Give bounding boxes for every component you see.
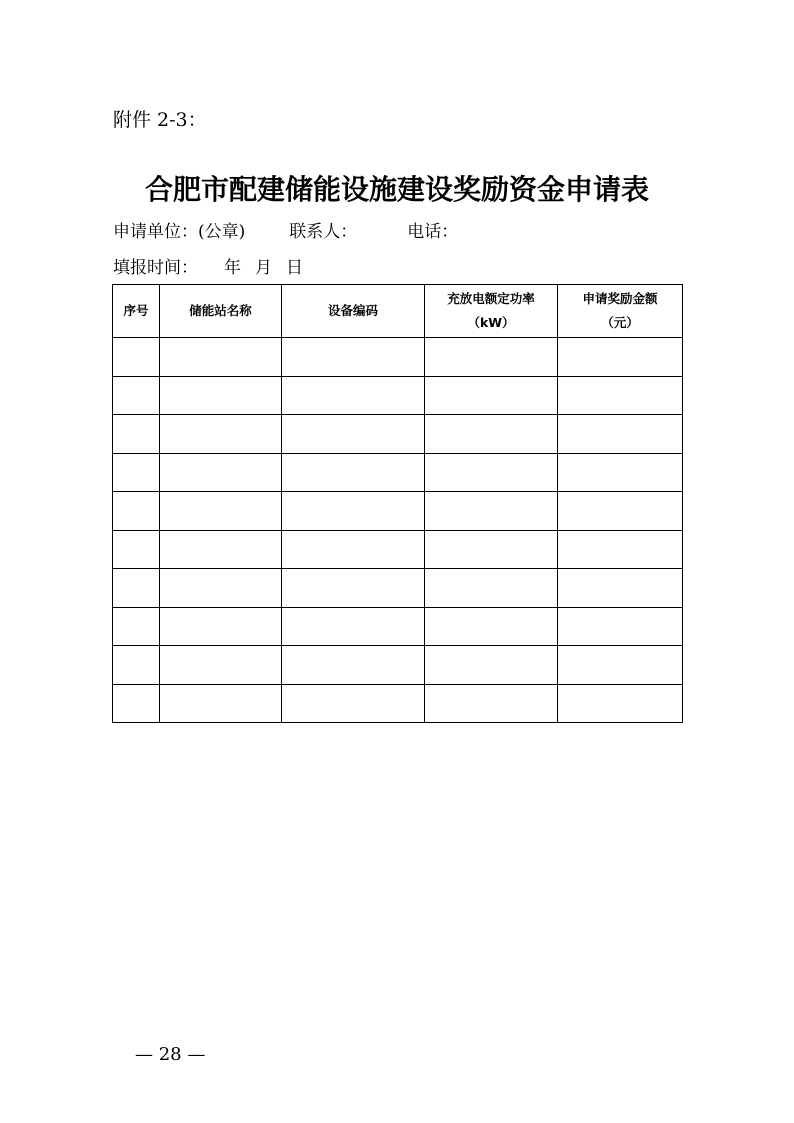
header-serial: 序号	[113, 285, 160, 338]
table-header-row	[113, 285, 683, 338]
header-rated-power-label: 充放电额定功率	[447, 291, 535, 306]
serial-cell	[113, 376, 160, 415]
reward-amount-cell	[558, 684, 683, 723]
reward-amount-cell	[558, 569, 683, 608]
table-row	[113, 492, 683, 531]
rated-power-cell	[425, 530, 558, 569]
reward-amount-cell	[558, 530, 683, 569]
serial-cell	[113, 415, 160, 454]
header-station-name: 储能站名称	[160, 285, 282, 338]
station-name-cell	[160, 684, 282, 723]
serial-cell	[113, 530, 160, 569]
table-row	[113, 415, 683, 454]
station-name-cell	[160, 376, 282, 415]
reward-amount-cell	[558, 338, 683, 377]
rated-power-cell	[425, 684, 558, 723]
device-code-cell	[282, 684, 425, 723]
table-row	[113, 684, 683, 723]
station-name-cell	[160, 453, 282, 492]
serial-cell	[113, 453, 160, 492]
device-code-cell	[282, 338, 425, 377]
table-row	[113, 338, 683, 377]
rated-power-cell	[425, 338, 558, 377]
applicant-label: 申请单位：(公章)	[113, 222, 246, 242]
table-row	[113, 569, 683, 608]
station-name-cell	[160, 492, 282, 531]
attachment-label: 附件 2-3：	[113, 109, 207, 131]
reward-amount-cell	[558, 453, 683, 492]
reward-amount-cell	[558, 415, 683, 454]
month-label: 月	[255, 258, 272, 278]
serial-cell	[113, 684, 160, 723]
reward-amount-cell	[558, 607, 683, 646]
device-code-cell	[282, 453, 425, 492]
header-reward-amount-label: 申请奖励金额	[582, 291, 658, 306]
device-code-cell	[282, 492, 425, 531]
fill-time-line	[113, 256, 303, 280]
phone-label: 电话：	[407, 222, 459, 242]
rated-power-cell	[425, 415, 558, 454]
device-code-cell	[282, 415, 425, 454]
device-code-cell	[282, 376, 425, 415]
station-name-cell	[160, 530, 282, 569]
rated-power-cell	[425, 492, 558, 531]
device-code-cell	[282, 530, 425, 569]
contact-label: 联系人：	[289, 222, 358, 242]
table-row	[113, 607, 683, 646]
table-row	[113, 646, 683, 685]
header-reward-amount	[558, 285, 683, 338]
table-row	[113, 376, 683, 415]
header-reward-amount-unit: （元）	[601, 315, 639, 330]
serial-cell	[113, 646, 160, 685]
table-row	[113, 453, 683, 492]
page-number: — 28 —	[135, 1044, 206, 1065]
device-code-cell	[282, 569, 425, 608]
header-device-code: 设备编码	[282, 285, 425, 338]
table-body	[113, 338, 683, 723]
station-name-cell	[160, 338, 282, 377]
reward-amount-cell	[558, 646, 683, 685]
applicant-info-line	[113, 220, 458, 244]
rated-power-cell	[425, 607, 558, 646]
station-name-cell	[160, 569, 282, 608]
day-label: 日	[286, 258, 303, 278]
fill-time-label: 填报时间：	[113, 258, 198, 278]
rated-power-cell	[425, 376, 558, 415]
application-table	[112, 284, 683, 723]
serial-cell	[113, 338, 160, 377]
serial-cell	[113, 607, 160, 646]
rated-power-cell	[425, 453, 558, 492]
year-label: 年	[224, 258, 241, 278]
table-row	[113, 530, 683, 569]
station-name-cell	[160, 415, 282, 454]
device-code-cell	[282, 607, 425, 646]
reward-amount-cell	[558, 376, 683, 415]
station-name-cell	[160, 646, 282, 685]
rated-power-cell	[425, 569, 558, 608]
reward-amount-cell	[558, 492, 683, 531]
station-name-cell	[160, 607, 282, 646]
header-rated-power	[425, 285, 558, 338]
page-title: 合肥市配建储能设施建设奖励资金申请表	[144, 173, 649, 206]
serial-cell	[113, 492, 160, 531]
serial-cell	[113, 569, 160, 608]
header-rated-power-unit: （kW）	[467, 315, 515, 330]
device-code-cell	[282, 646, 425, 685]
rated-power-cell	[425, 646, 558, 685]
